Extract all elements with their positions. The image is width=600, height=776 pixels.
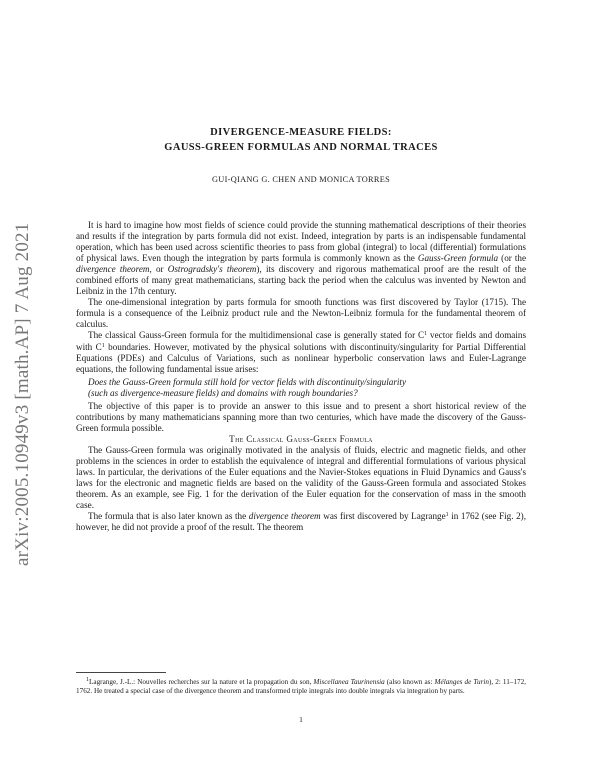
- title-line-2: GAUSS-GREEN FORMULAS AND NORMAL TRACES: [164, 142, 438, 153]
- intro-paragraph-2: The one-dimensional integration by parts formula for smooth functions was first discovered by Taylor (1715). The formula is a consequence of the Leibniz product rule and the Newton-Leibniz formula for the fundamental theorem of calculus.: [76, 297, 526, 330]
- intro-paragraph-1: It is hard to imagine how most fields of science could provide the stunning mathematical descriptions of their theories and results if the integration by parts formula did not exist. Indeed, integration by parts is an indispensable fundamental operation, which has been used across scientific theories to pass from global (integral) to local (differential) formulations of physical laws. Even though the integration by parts formula is commonly known as the Gauss-Green formula (or the divergence theorem, or Ostrogradsky's theorem), its discovery and rigorous mathematical proof are the result of the combined efforts of many great mathematicians, starting back the period when the calculus was invented by Newton and Leibniz in the 17th century.: [76, 220, 526, 297]
- section-heading: The Classical Gauss-Green Formula: [229, 433, 373, 444]
- intro-paragraph-3: The classical Gauss-Green formula for the multidimensional case is generally stated for $C^1$ vector fields and domains with $C^1$ boundaries. However, motivated by the physical solutions with discontinuity/singularity for Partial Differential Equations (PDEs) and Calculus of Variations, such as nonlinear hyperbolic conservation laws and Euler-Lagrange equations, the following fundamental issue arises:: [76, 330, 527, 374]
- issue-line-1: Does the Gauss-Green formula still hold for vector fields with discontinuity/singularity: [88, 376, 407, 387]
- section-paragraph-1: The Gauss-Green formula was originally motivated in the analysis of fluids, electric and magnetic fields, and other problems in the sciences in order to establish the equivalence of integral and differential formulations of various physical laws. In particular, the derivations of the Euler equations and the Navier-Stokes equations in Fluid Dynamics and Gauss's laws for the electronic and magnetic fields are based on the validity of the Gauss-Green formula and associated Stokes theorem. As an example, see Fig. 1 for the derivation of the Euler equation for the conservation of mass in the smooth case.: [76, 444, 526, 511]
- paper-title: [76, 125, 526, 155]
- page-number: 1: [299, 715, 303, 724]
- title-line-1: DIVERGENCE-MEASURE FIELDS:: [210, 127, 392, 138]
- footnote-marker[interactable]: 1: [445, 512, 449, 519]
- intro-paragraph-4: The objective of this paper is to provide an answer to this issue and to present a short historical review of the contributions by many mathematicians spanning more than two centuries, which have made the discovery of the Gauss-Green formula possible.: [76, 400, 526, 433]
- paper-body: [76, 220, 526, 533]
- fundamental-issue-question: [88, 377, 526, 399]
- paper-authors: GUI-QIANG G. CHEN AND MONICA TORRES: [212, 175, 390, 184]
- footnote-divider: [76, 672, 166, 673]
- section-paragraph-2: The formula that is also later known as the divergence theorem was first discovered by Lagrange$^1$ in 1762 (see Fig. 2), however, he did not provide a proof of the result. The theorem: [76, 511, 527, 533]
- arxiv-identifier-stamp: arXiv:2005.10949v3 [math.AP] 7 Aug 2021: [12, 222, 33, 566]
- footnote: $^1$Lagrange, J.-L.: Nouvelles recherches sur la nature et la propagation du son, Miscellanea Taurinensia (also known as: Mélanges de Turin), 2: 11–172, 1762. He treated a special case of the divergence theorem and transformed triple integrals into double integrals via integration by parts.: [76, 677, 526, 695]
- issue-line-2: (such as divergence-measure fields) and domains with rough boundaries?: [88, 387, 358, 398]
